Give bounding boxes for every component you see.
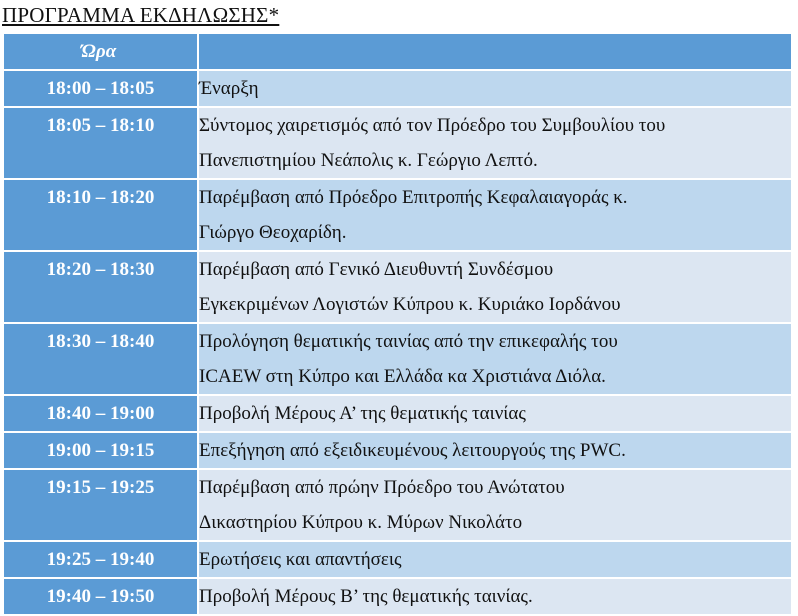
- table-row: [3, 578, 792, 615]
- table-row: [3, 541, 792, 578]
- table-row: [3, 251, 792, 323]
- table-row: [3, 469, 792, 541]
- table-row: [3, 107, 792, 179]
- time-cell: 18:10 – 18:20: [3, 179, 198, 251]
- description-cell: [198, 179, 792, 251]
- description-cell: [198, 70, 792, 107]
- time-cell: 18:20 – 18:30: [3, 251, 198, 323]
- description-line: Έναρξη: [199, 78, 259, 99]
- schedule-table: [2, 32, 793, 616]
- time-cell: 19:00 – 19:15: [3, 432, 198, 469]
- header-time: Ώρα: [3, 33, 198, 70]
- description-line: Γιώργο Θεοχαρίδη.: [199, 222, 347, 243]
- description-cell: [198, 395, 792, 432]
- description-line: ICAEW στη Κύπρο και Ελλάδα κα Χριστιάνα Διόλα.: [199, 366, 606, 387]
- description-line: Σύντομος χαιρετισμός από τον Πρόεδρο του Συμβουλίου του: [199, 115, 666, 136]
- description-line: Πανεπιστημίου Νεάπολις κ. Γεώργιο Λεπτό.: [199, 150, 538, 171]
- description-line: Ερωτήσεις και απαντήσεις: [199, 549, 402, 570]
- time-cell: 18:05 – 18:10: [3, 107, 198, 179]
- description-cell: [198, 541, 792, 578]
- description-cell: [198, 323, 792, 395]
- time-cell: 19:40 – 19:50: [3, 578, 198, 615]
- table-header-row: [3, 33, 792, 70]
- description-line: Επεξήγηση από εξειδικευμένους λειτουργούς της PWC.: [199, 440, 626, 461]
- time-cell: 19:15 – 19:25: [3, 469, 198, 541]
- description-cell: [198, 107, 792, 179]
- time-cell: 18:00 – 18:05: [3, 70, 198, 107]
- description-line: Παρέμβαση από Πρόεδρο Επιτροπής Κεφαλαιαγοράς κ.: [199, 187, 628, 208]
- time-cell: 19:25 – 19:40: [3, 541, 198, 578]
- header-description: [198, 33, 792, 70]
- description-line: Δικαστηρίου Κύπρου κ. Μύρων Νικολάτο: [199, 512, 523, 533]
- description-line: Παρέμβαση από Γενικό Διευθυντή Συνδέσμου: [199, 259, 554, 280]
- table-row: [3, 323, 792, 395]
- time-cell: 18:40 – 19:00: [3, 395, 198, 432]
- time-cell: 18:30 – 18:40: [3, 323, 198, 395]
- description-cell: [198, 469, 792, 541]
- description-line: Εγκεκριμένων Λογιστών Κύπρου κ. Κυριάκο Ιορδάνου: [199, 294, 621, 315]
- table-row: [3, 395, 792, 432]
- description-cell: [198, 251, 792, 323]
- description-line: Προβολή Μέρους Β’ της θεματικής ταινίας.: [199, 586, 533, 607]
- description-cell: [198, 432, 792, 469]
- description-line: Παρέμβαση από πρώην Πρόεδρο του Ανώτατου: [199, 477, 565, 498]
- description-line: Προλόγηση θεματικής ταινίας από την επικεφαλής του: [199, 331, 618, 352]
- description-cell: [198, 578, 792, 615]
- page-title: ΠΡΟΓΡΑΜΜΑ ΕΚΔΗΛΩΣΗΣ*: [2, 3, 280, 27]
- table-row: [3, 179, 792, 251]
- table-row: [3, 70, 792, 107]
- table-row: [3, 432, 792, 469]
- description-line: Προβολή Μέρους Α’ της θεματικής ταινίας: [199, 403, 526, 424]
